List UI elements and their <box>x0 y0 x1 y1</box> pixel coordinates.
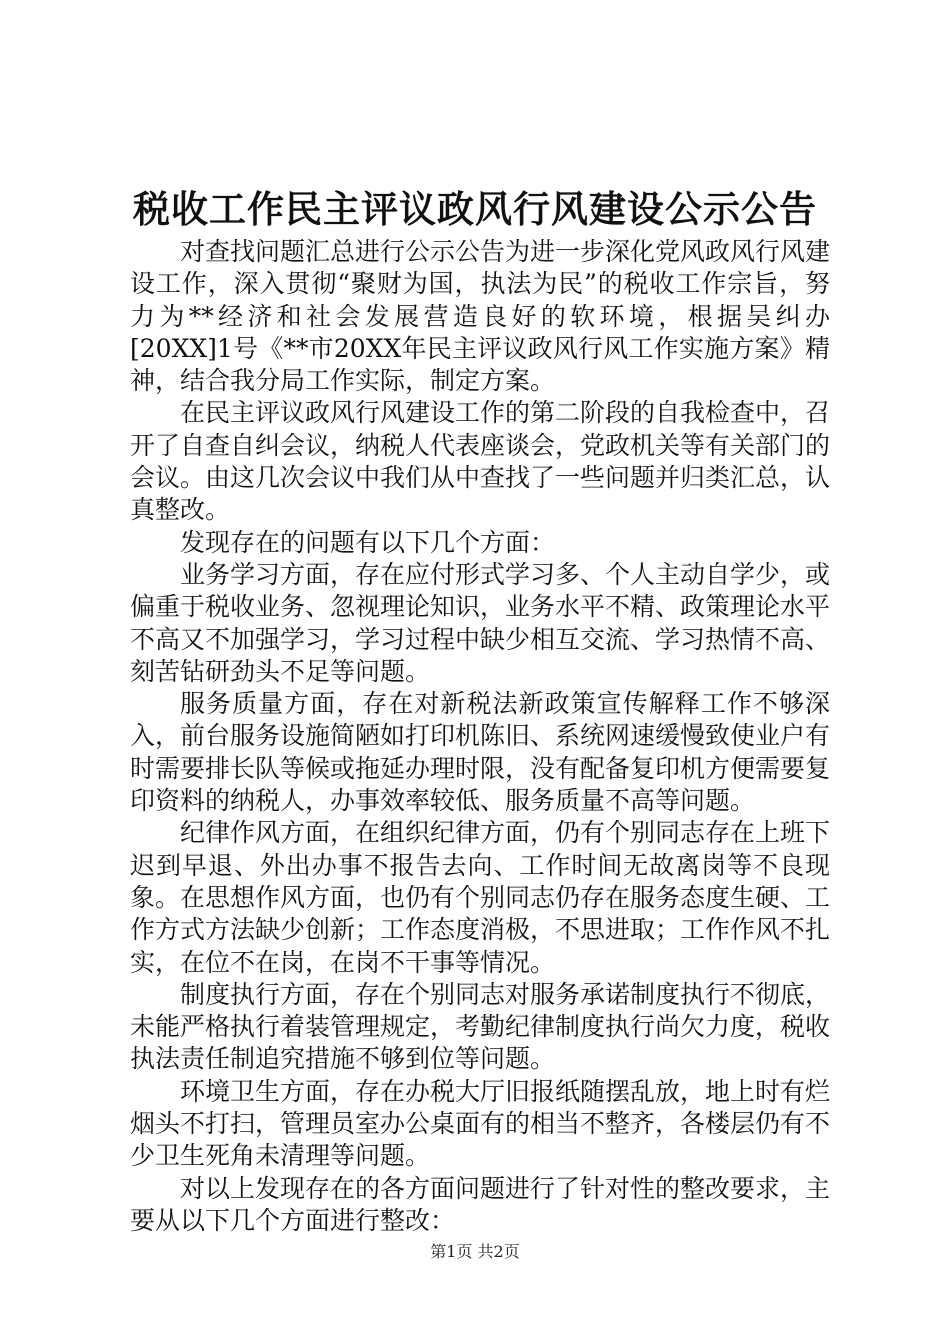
paragraph: 对查找问题汇总进行公示公告为进一步深化党风政风行风建设工作，深入贯彻“聚财为国，执法为民”的税收工作宗旨，努力为**经济和社会发展营造良好的软环境，根据吴纠办[20XX]1号《**市20XX年民主评议政风行风工作实施方案》精神，结合我分局工作实际，制定方案。 <box>130 237 831 396</box>
paragraph: 对以上发现存在的各方面问题进行了针对性的整改要求，主要从以下几个方面进行整改： <box>130 1173 831 1235</box>
page-number: 第1页 共2页 <box>430 1242 520 1261</box>
paragraph: 服务质量方面，存在对新税法新政策宣传解释工作不够深入，前台服务设施简陋如打印机陈旧、系统网速缓慢致使业户有时需要排长队等候或拖延办理时限，没有配备复印机方便需要复印资料的纳税人，办事效率较低、服务质量不高等问题。 <box>130 689 831 816</box>
paragraph: 业务学习方面，存在应付形式学习多、个人主动自学少，或偏重于税收业务、忽视理论知识，业务水平不精、政策理论水平不高又不加强学习，学习过程中缺少相互交流、学习热情不高、刻苦钻研劲头不足等问题。 <box>130 559 831 686</box>
document-title: 税收工作民主评议政风行风建设公示公告 <box>133 187 817 231</box>
document-body <box>130 236 830 1237</box>
paragraph: 纪律作风方面，在组织纪律方面，仍有个别同志存在上班下迟到早退、外出办事不报告去向、工作时间无故离岗等不良现象。在思想作风方面，也仍有个别同志仍存在服务态度生硬、工作方式方法缺少创新；工作态度消极，不思进取；工作作风不扎实，在位不在岗，在岗不干事等情况。 <box>130 818 831 977</box>
paragraph: 环境卫生方面，存在办税大厅旧报纸随摆乱放，地上时有烂烟头不打扫，管理员室办公桌面有的相当不整齐，各楼层仍有不少卫生死角未清理等问题。 <box>130 1076 831 1171</box>
paragraph: 制度执行方面，存在个别同志对服务承诺制度执行不彻底，未能严格执行着装管理规定，考勤纪律制度执行尚欠力度，税收执法责任制追究措施不够到位等问题。 <box>130 979 831 1074</box>
paragraph: 在民主评议政风行风建设工作的第二阶段的自我检查中，召开了自查自纠会议，纳税人代表座谈会，党政机关等有关部门的会议。由这几次会议中我们从中查找了一些问题并归类汇总，认真整改。 <box>130 398 831 525</box>
paragraph: 发现存在的问题有以下几个方面： <box>180 527 556 557</box>
